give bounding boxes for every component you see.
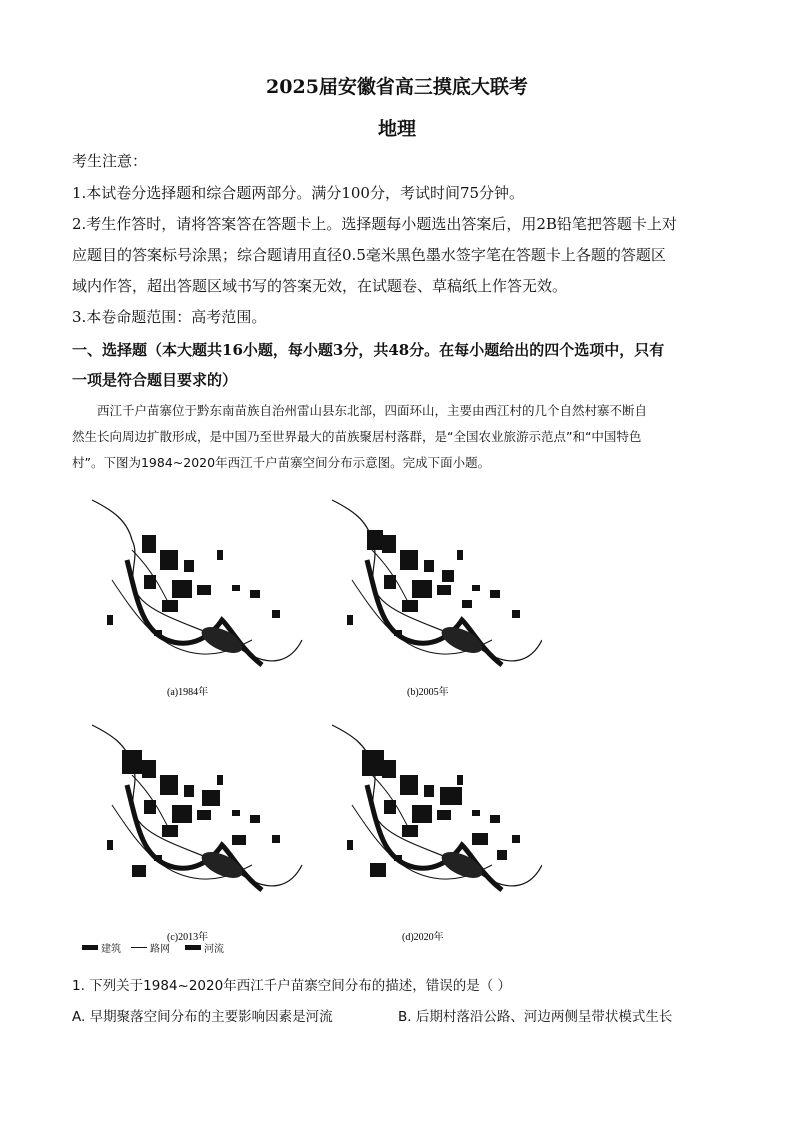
notice-item-2-line-3: 域内作答，超出答题区域书写的答案无效，在试题卷、草稿纸上作答无效。 (72, 277, 568, 295)
question-1-stem: 1. 下列关于1984~2020年西江千户苗寨空间分布的描述，错误的是（ ） (72, 978, 511, 994)
section-heading-line-2: 一项是符合题目要求的） (72, 371, 238, 389)
caption-1984: (a)1984年 (167, 687, 209, 698)
question-1-option-b: B. 后期村落沿公路、河边两侧呈带状模式生长 (398, 1009, 673, 1025)
question-1-option-a: A. 早期聚落空间分布的主要影响因素是河流 (72, 1009, 333, 1025)
map-2020 (332, 725, 542, 890)
notice-item-3: 3.本卷命题范围：高考范围。 (72, 308, 267, 326)
caption-2013: (c)2013年 (167, 932, 209, 943)
notice-item-2-line-1: 2.考生作答时，请将答案答在答题卡上。选择题每小题选出答案后，用2B铅笔把答题卡上对 (72, 215, 677, 233)
section-heading-line-1: 一、选择题（本大题共16小题，每小题3分，共48分。在每小题给出的四个选项中，只有 (72, 341, 665, 359)
map-legend (82, 940, 224, 955)
passage-line-1: 西江千户苗寨位于黔东南苗族自治州雷山县东北部，四面环山，主要由西江村的几个自然村寨不断自 (97, 403, 648, 418)
road-swatch (131, 947, 147, 948)
map-2013 (92, 725, 302, 890)
river-swatch (185, 945, 201, 950)
legend-road: 路网 (150, 944, 170, 955)
legend-river: 河流 (204, 944, 224, 955)
passage-line-2: 然生长向周边扩散形成，是中国乃至世界最大的苗族聚居村落群，是“全国农业旅游示范点”和“中国特色 (72, 429, 642, 444)
caption-2005: (b)2005年 (407, 687, 449, 698)
notice-item-2-line-2: 应题目的答案标号涂黑；综合题请用直径0.5毫米黑色墨水签字笔在答题卡上各题的答题区 (72, 246, 666, 264)
subject-title: 地理 (377, 118, 416, 140)
map-1984 (92, 500, 302, 665)
map-2005 (332, 500, 542, 665)
legend-building: 建筑 (101, 944, 121, 955)
passage-line-3: 村”。下图为1984~2020年西江千户苗寨空间分布示意图。完成下面小题。 (72, 455, 491, 470)
settlement-maps-figure (72, 490, 542, 950)
notice-heading: 考生注意： (72, 152, 148, 170)
exam-title: 2025届安徽省高三摸底大联考 (266, 76, 528, 98)
notice-item-1: 1.本试卷分选择题和综合题两部分。满分100分，考试时间75分钟。 (72, 184, 525, 202)
caption-2020: (d)2020年 (402, 932, 444, 943)
building-swatch (82, 945, 98, 950)
